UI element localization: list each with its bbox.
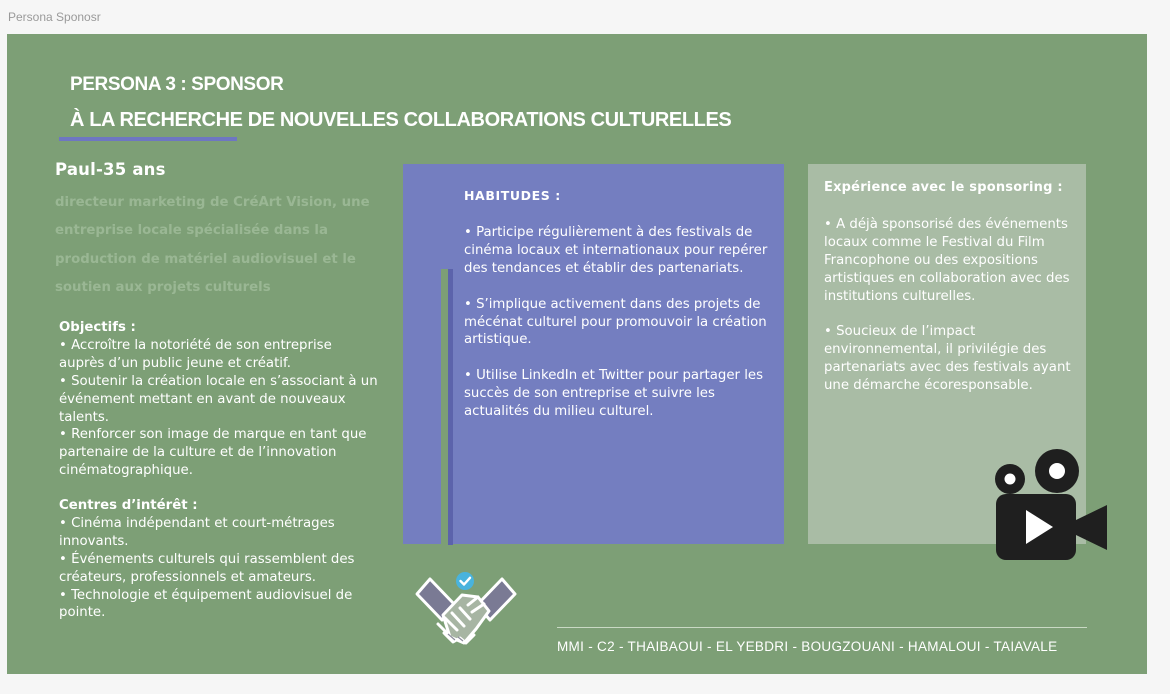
centre-item: • Cinéma indépendant et court-métrages innovants. bbox=[59, 515, 335, 549]
experience-list bbox=[824, 216, 1074, 395]
page-subtitle: À LA RECHERCHE DE NOUVELLES COLLABORATIONS CULTURELLES bbox=[70, 109, 732, 131]
accent-line bbox=[448, 269, 453, 545]
objectifs-section bbox=[59, 319, 379, 480]
habitudes-title: HABITUDES : bbox=[464, 188, 561, 203]
centre-item: • Technologie et équipement audiovisuel de pointe. bbox=[59, 587, 353, 621]
handshake-icon bbox=[414, 571, 518, 655]
centre-item: • Événements culturels qui rassemblent des créateurs, professionnels et amateurs. bbox=[59, 551, 355, 585]
habitude-item: • Utilise LinkedIn et Twitter pour partager les succès de son entreprise et suivre les actualités du milieu culturel. bbox=[464, 368, 764, 420]
objectifs-title: Objectifs : bbox=[59, 320, 136, 335]
persona-name: Paul-35 ans bbox=[55, 160, 166, 179]
accent-line bbox=[441, 269, 448, 545]
footer-credits: MMI - C2 - THAIBAOUI - EL YEBDRI - BOUGZOUANI - HAMALOUI - TAIAVALE bbox=[557, 639, 1058, 654]
page-title: PERSONA 3 : SPONSOR bbox=[70, 74, 284, 95]
habitude-item: • Participe régulièrement à des festivals de cinéma locaux et internationaux pour repérer des tendances et établir des partenariats. bbox=[464, 225, 768, 276]
experience-item: • A déjà sponsorisé des événements locaux comme le Festival du Film Francophone ou des expositions artistiques en collaboration avec des institutions culturelles. bbox=[824, 217, 1070, 304]
window-title: Persona Sponosr bbox=[8, 10, 101, 24]
habitudes-list bbox=[464, 224, 769, 421]
persona-slide bbox=[7, 34, 1147, 674]
footer-divider bbox=[557, 627, 1087, 628]
objectif-item: • Soutenir la création locale en s’associant à un événement mettant en avant de nouveaux talents. bbox=[59, 373, 378, 425]
objectif-item: • Renforcer son image de marque en tant que partenaire de la culture et de l’innovation cinématographique. bbox=[59, 427, 367, 479]
video-camera-icon bbox=[991, 448, 1109, 564]
centres-title: Centres d’intérêt : bbox=[59, 498, 198, 513]
persona-role: directeur marketing de CréArt Vision, une entreprise locale spécialisée dans la production de matériel audiovisuel et le soutien aux projets culturels bbox=[55, 195, 370, 295]
experience-item: • Soucieux de l’impact environnemental, il privilégie des partenariats avec des festivals ayant une démarche écoresponsable. bbox=[824, 324, 1071, 394]
habitude-item: • S’implique activement dans des projets de mécénat culturel pour promouvoir la création artistique. bbox=[464, 296, 767, 348]
experience-title: Expérience avec le sponsoring : bbox=[824, 180, 1063, 195]
title-underline bbox=[59, 137, 237, 141]
centres-section bbox=[59, 497, 379, 622]
objectif-item: • Accroître la notoriété de son entreprise auprès d’un public jeune et créatif. bbox=[59, 337, 332, 371]
